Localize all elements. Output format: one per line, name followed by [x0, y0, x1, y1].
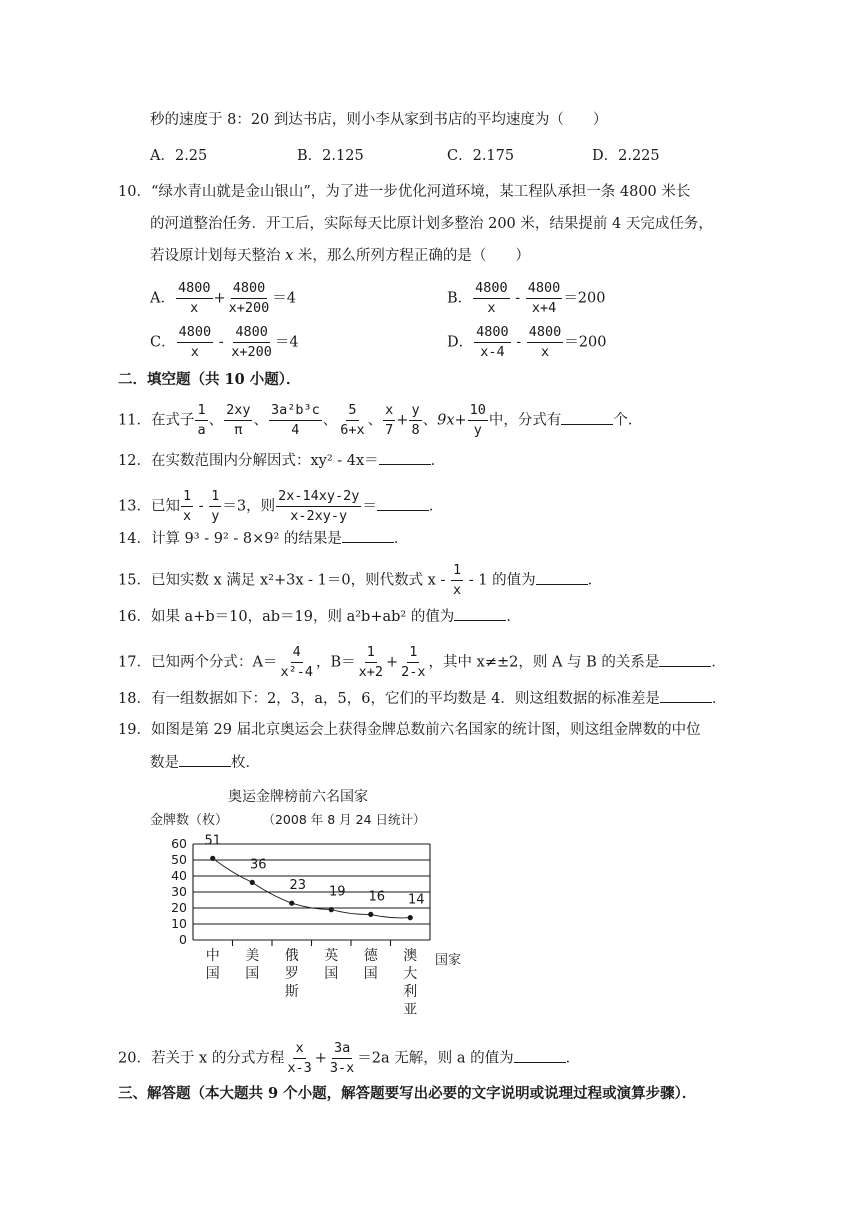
series-line: [213, 858, 411, 918]
denominator: x: [190, 344, 199, 360]
q19-line2: [150, 752, 260, 773]
fraction: [177, 324, 214, 361]
q17-end: ．: [711, 654, 726, 671]
q10-line2: 的河道整治任务．开工后，实际每天比原计划多整治 200 米，结果提前 4 天完成任务，: [150, 216, 713, 232]
denominator: π: [234, 422, 243, 438]
operator: -: [194, 498, 209, 515]
operator: ＝: [362, 498, 377, 515]
q9-option-c: C．2.175: [447, 148, 515, 164]
y-tick-label: 40: [171, 868, 187, 883]
data-label: 23: [289, 878, 307, 894]
chart-ylabel: 金牌数（枚）: [150, 813, 229, 828]
question-number: 18．: [118, 691, 151, 707]
separator: 、: [208, 412, 224, 429]
denominator: x²-4: [280, 664, 313, 680]
numerator: 2x-14xy-2y: [276, 488, 361, 507]
denominator: 2-x: [401, 664, 426, 680]
answer-blank[interactable]: [377, 496, 429, 511]
rhs: ＝200: [564, 334, 607, 351]
denominator: 3-x: [329, 1060, 355, 1076]
q10-line3: [150, 246, 530, 266]
q14-end: ．: [393, 531, 409, 547]
q20-mid: ＝2a 无解，则 a 的值为: [357, 1050, 514, 1067]
q11: [118, 402, 642, 439]
x-tick-label: 英国: [324, 948, 339, 982]
q17: [118, 644, 726, 681]
denominator: x+200: [228, 300, 270, 316]
answer-blank[interactable]: [342, 528, 394, 543]
q10-line1: [118, 182, 690, 202]
denominator: x: [452, 582, 462, 598]
question-number: 20．: [118, 1050, 151, 1067]
q12-text: 在实数范围内分解因式：xy² - 4x＝: [150, 453, 379, 469]
question-number: 12．: [118, 453, 151, 469]
y-tick-label: 20: [171, 900, 187, 915]
option-label: A．: [150, 290, 175, 307]
q20: [118, 1040, 580, 1077]
numerator: 4800: [176, 280, 213, 299]
data-label: 16: [368, 889, 386, 905]
denominator: x+4: [531, 300, 557, 316]
q9-option-b: B．2.125: [297, 148, 364, 164]
q19-line1: [118, 720, 701, 740]
q19-end: 枚．: [231, 755, 260, 771]
gold-medal-line-chart: [148, 786, 488, 1036]
data-label: 36: [249, 857, 267, 873]
fraction: [176, 280, 213, 317]
q10-text-3b: 米，那么所列方程正确的是（ ）: [293, 248, 530, 264]
operator: -: [214, 334, 229, 351]
rhs: ＝4: [272, 290, 297, 307]
fraction: [451, 562, 463, 599]
numerator: 2xy: [224, 402, 252, 421]
question-number: 19．: [118, 722, 151, 738]
fraction: [227, 280, 272, 317]
numerator: 1: [195, 402, 207, 421]
fraction: [474, 324, 511, 361]
fraction: [409, 402, 421, 439]
fraction: [276, 488, 361, 525]
operator: +: [314, 1050, 327, 1067]
q10-option-b: [447, 280, 606, 317]
denominator: a: [197, 422, 206, 438]
separator: 、: [367, 412, 383, 429]
q9-option-a: A．2.25: [150, 148, 208, 164]
fraction: [195, 402, 207, 439]
operator: +: [213, 290, 226, 307]
q12-end: ．: [430, 453, 446, 469]
q11-end: 个．: [613, 412, 643, 429]
q17-suffix: ，其中 x≠±2，则 A 与 B 的关系是: [428, 654, 660, 671]
numerator: 4800: [474, 324, 511, 343]
rhs: ＝200: [563, 290, 606, 307]
denominator: x: [540, 344, 550, 360]
denominator: x-4: [480, 344, 505, 360]
option-label: B．: [447, 290, 473, 307]
numerator: 4800: [526, 280, 563, 299]
x-tick-label: 美国: [245, 948, 260, 982]
chart-subtitle: （2008 年 8 月 24 日统计）: [262, 812, 426, 827]
data-point: [329, 907, 334, 912]
fraction: [399, 644, 427, 681]
fraction: [526, 280, 563, 317]
denominator: x: [487, 300, 496, 316]
rhs: ＝4: [274, 334, 299, 351]
q16-end: ．: [506, 609, 521, 625]
denominator: 7: [385, 422, 394, 438]
q13: [118, 488, 443, 525]
question-number: 16．: [118, 609, 151, 625]
fraction: [278, 644, 315, 681]
answer-blank[interactable]: [561, 410, 613, 425]
numerator: y: [409, 402, 421, 421]
q10-option-c: [150, 324, 299, 361]
fraction: [338, 402, 366, 439]
numerator: x: [383, 402, 395, 421]
numerator: 10: [468, 402, 488, 421]
x-tick-label: 中国: [205, 948, 220, 982]
data-point: [289, 901, 294, 906]
fraction: [229, 324, 274, 361]
data-label: 51: [204, 833, 222, 849]
numerator: 4800: [233, 324, 270, 343]
numerator: x: [293, 1040, 305, 1059]
x-tick-label: 澳大利亚: [403, 948, 418, 1018]
question-number: 17．: [118, 654, 151, 671]
answer-blank[interactable]: [379, 450, 431, 465]
denominator: 6+x: [340, 422, 365, 438]
fraction: [468, 402, 488, 439]
q13-end: ．: [428, 498, 444, 515]
fraction: [269, 402, 322, 439]
question-number: 15．: [118, 572, 151, 589]
data-label: 14: [407, 892, 425, 908]
fraction: [285, 1040, 313, 1077]
chart-title: 奥运金牌榜前六名国家: [228, 789, 368, 805]
operator: +: [396, 412, 409, 429]
question-number: 11．: [118, 412, 151, 429]
data-point: [408, 915, 413, 920]
numerator: 1: [407, 644, 419, 663]
q10-option-a: [150, 280, 296, 317]
answer-blank[interactable]: [514, 1048, 566, 1063]
fraction: [527, 324, 564, 361]
q14-text: 计算 9³ - 9² - 8×9² 的结果是: [150, 531, 342, 547]
chart-series: [210, 856, 413, 920]
q20-end: ．: [565, 1050, 581, 1067]
fraction: [328, 1040, 356, 1077]
answer-blank[interactable]: [659, 652, 711, 667]
q10-text-3a: 若设原计划每天整治: [150, 248, 286, 264]
y-tick-label: 0: [179, 932, 187, 947]
q16: [118, 606, 521, 627]
denominator: x-3: [287, 1060, 312, 1076]
data-point: [250, 880, 255, 885]
q14: [118, 528, 408, 549]
q13-prefix: 已知: [150, 498, 180, 515]
q12: [118, 450, 445, 471]
q13-mid: ＝3，则: [222, 498, 276, 515]
x-tick-label: 俄罗斯: [284, 948, 299, 1000]
operator: +: [386, 654, 399, 671]
q18-text: 有一组数据如下：2，3，a，5，6，它们的平均数是 4．则这组数据的标准差是: [150, 691, 660, 707]
option-label: C．: [150, 334, 176, 351]
q18-end: ．: [711, 691, 727, 707]
y-tick-label: 10: [171, 916, 187, 931]
data-label: 19: [328, 884, 346, 900]
denominator: 8: [411, 422, 420, 438]
numerator: 1: [181, 488, 193, 507]
answer-blank[interactable]: [454, 606, 506, 621]
denominator: x+200: [231, 344, 272, 360]
y-tick-label: 50: [171, 852, 187, 867]
fraction: [357, 644, 385, 681]
numerator: 1: [365, 644, 377, 663]
q11-prefix: 在式子: [150, 412, 195, 429]
y-tick-label: 30: [171, 884, 187, 899]
data-point: [368, 912, 373, 917]
denominator: x: [190, 300, 199, 316]
q15-suffix: - 1 的值为: [464, 572, 536, 589]
denominator: 4: [291, 422, 300, 438]
chart-xlabel: 国家: [435, 953, 462, 968]
denominator: x: [182, 508, 192, 524]
question-number: 13．: [118, 498, 151, 515]
x-tick-label: 德国: [363, 948, 378, 982]
numerator: 4800: [231, 280, 268, 299]
numerator: 3a²b³c: [269, 402, 322, 421]
question-number: 10．: [118, 184, 151, 200]
denominator: y: [211, 508, 220, 524]
separator: 、: [253, 412, 268, 429]
fraction: [383, 402, 395, 439]
answer-blank[interactable]: [660, 688, 712, 703]
answer-blank[interactable]: [536, 570, 588, 585]
separator: 、: [422, 412, 438, 429]
q9-text: 秒的速度于 8：20 到达书店，则小李从家到书店的平均速度为（ ）: [150, 112, 608, 128]
separator: 、: [322, 412, 338, 429]
question-number: 14．: [118, 531, 151, 547]
numerator: 4800: [527, 324, 564, 343]
fraction: [181, 488, 193, 525]
q18: [118, 688, 726, 709]
numerator: 4800: [473, 280, 510, 299]
q17-mid: ，B＝: [315, 654, 356, 671]
section-heading-fill-in: 二．填空题（共 10 小题）．: [118, 371, 301, 388]
fraction: [209, 488, 221, 525]
numerator: 4: [291, 644, 303, 663]
denominator: x-2xy-y: [290, 508, 348, 524]
q15-prefix: 已知实数 x 满足 x²+3x - 1＝0，则代数式 x -: [150, 572, 450, 589]
q10-text-1: “绿水青山就是金山银山”，为了进一步优化河道环境，某工程队承担一条 4800 米长: [150, 184, 691, 200]
operator: -: [511, 334, 526, 351]
q10-option-d: [447, 324, 606, 361]
numerator: 1: [451, 562, 463, 581]
chart-labels: [171, 833, 424, 1018]
section-heading-solutions: 三、解答题（本大题共 9 个小题，解答题要写出必要的文字说明或说理过程或演算步骤）．: [118, 1085, 697, 1102]
chart-axes: [193, 844, 430, 946]
answer-blank[interactable]: [179, 752, 231, 767]
y-tick-label: 60: [171, 836, 187, 851]
operator: -: [510, 290, 525, 307]
term: 9x+: [437, 412, 467, 429]
q19-prefix: 数是: [150, 755, 179, 771]
q20-prefix: 若关于 x 的分式方程: [150, 1050, 285, 1067]
fraction: [473, 280, 510, 317]
fraction: [224, 402, 252, 439]
data-point: [210, 856, 215, 861]
q9-option-d: D．2.225: [592, 148, 660, 164]
q11-suffix: 中，分式有: [488, 412, 562, 429]
numerator: 3a: [332, 1040, 352, 1059]
q17-prefix: 已知两个分式：A＝: [150, 654, 278, 671]
denominator: y: [473, 422, 482, 438]
chart-grid: [193, 844, 430, 940]
q10-variable: x: [285, 248, 294, 264]
q15: [118, 562, 602, 599]
q19-text: 如图是第 29 届北京奥运会上获得金牌总数前六名国家的统计图，则这组金牌数的中位: [150, 722, 701, 738]
denominator: x+2: [358, 664, 383, 680]
numerator: 1: [209, 488, 221, 507]
q15-end: ．: [587, 572, 603, 589]
option-label: D．: [447, 334, 474, 351]
q16-text: 如果 a+b＝10，ab＝19，则 a²b+ab² 的值为: [150, 609, 455, 625]
numerator: 5: [346, 402, 358, 421]
numerator: 4800: [177, 324, 214, 343]
